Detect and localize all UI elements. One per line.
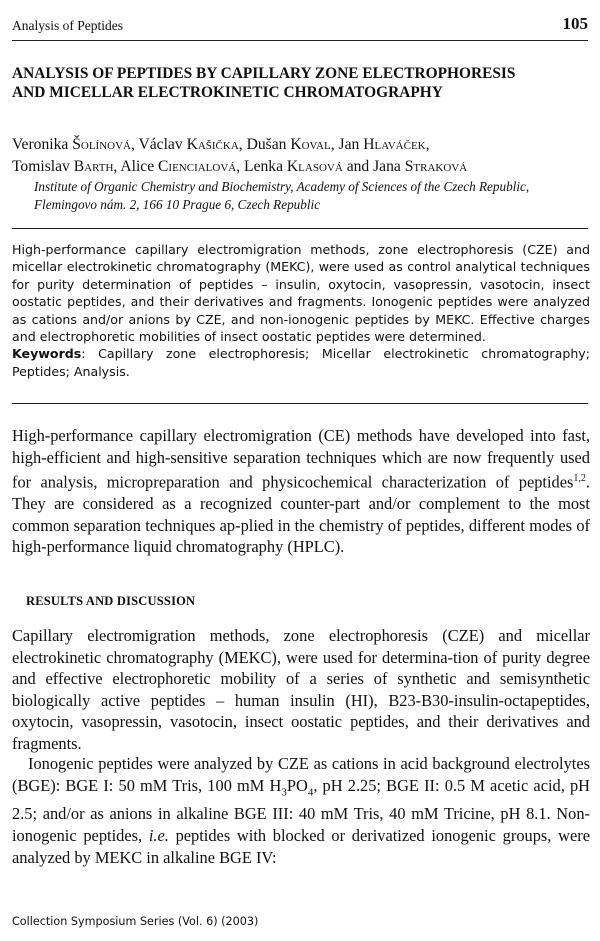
abstract-text: High-performance capillary electromigration methods, zone electrophoresis (CZE) and micellar electrokinetic chromatography (MEKC), were used as control analytical techniques for purity determination of peptides – insulin, oxytocin, vasopressin, vasotocin, insect oostatic peptides, and their derivatives and fragments. Ionogenic peptides were analyzed as cations and/or anions by CZE, and non-ionogenic peptides by MEKC. Effective charges and electrophoretic mobilities of insect oostatic peptides were determined.	[12, 242, 590, 345]
section-heading: RESULTS AND DISCUSSION	[26, 594, 196, 608]
abstract	[12, 241, 590, 380]
citation-ref: 1,2	[573, 473, 586, 485]
results-paragraph-2: Ionogenic peptides were analyzed by CZE as cations in acid background electrolytes (BGE): BGE I: 50 mM Tris, 100 mM $H_3PO_4$, pH 2.25; BGE II: 0.5 M acetic acid, pH 2.5; and/or as anions in alkaline BGE III: 40 mM Tris, 40 mM Tricine, pH 8.1. Non-ionogenic peptides, i.e. peptides with blocked or derivatized ionogenic groups, were analyzed by MEKC in alkaline BGE IV:	[12, 754, 590, 867]
running-head	[12, 14, 588, 40]
author: Veronika Šolínová	[12, 136, 131, 153]
affiliation-line-1: Institute of Organic Chemistry and Biochemistry, Academy of Sciences of the Czech Republic,	[34, 179, 530, 194]
intro-paragraph: High-performance capillary electromigration (CE) methods have developed into fast, high-efficient and high-sensitive separation techniques which are now frequently used for analysis, micropreparation and physicochemical characterization of peptides$^{1,2}$. They are considered as a recognized counter-part and/or complement to the most common separation techniques ap-plied in the chemistry of peptides, different modes of high-performance liquid chromatography (HPLC).	[12, 426, 590, 557]
header-rule	[12, 40, 588, 41]
author: Jan Hlaváček	[338, 136, 426, 153]
running-head-title: Analysis of Peptides	[12, 18, 123, 33]
keywords-label: Keywords	[12, 346, 82, 362]
author: Alice Ciencialová	[120, 158, 237, 175]
abstract-bottom-rule	[12, 403, 588, 404]
paper-title	[12, 64, 592, 102]
author: Lenka Klasová	[244, 158, 343, 175]
author: Václav Kašička	[138, 136, 239, 153]
affiliation	[34, 178, 594, 214]
author-list: Veronika Šolínová, Václav Kašička, Dušan Koval, Jan Hlaváček, Tomislav Barth, Alice Ciencialová, Lenka Klasová and Jana Straková	[12, 136, 468, 175]
page-number: 105	[562, 14, 588, 33]
keywords: : Capillary zone electrophoresis; Micellar electrokinetic chromatography; Peptides; Analysis.	[12, 346, 590, 379]
title-line-1: ANALYSIS OF PEPTIDES BY CAPILLARY ZONE ELECTROPHORESIS	[12, 65, 516, 82]
abstract-top-rule	[12, 228, 588, 229]
author: Jana Straková	[373, 158, 468, 175]
results-paragraph-1: Capillary electromigration methods, zone electrophoresis (CZE) and micellar electrokinetic chromatography (MEKC), were used for determina-tion of purity degree and effective electrophoretic mobility of a series of synthetic and semisynthetic biologically active peptides – human insulin (HI), B23-B30-insulin-octapeptides, oxytocin, vasopressin, vasotocin, insect oostatic peptides, and their derivatives and fragments.	[12, 626, 590, 753]
author: Dušan Koval	[246, 136, 331, 153]
affiliation-line-2: Flemingovo nám. 2, 166 10 Prague 6, Czech Republic	[34, 197, 321, 212]
author: Tomislav Barth	[12, 158, 114, 175]
title-line-2: AND MICELLAR ELECTROKINETIC CHROMATOGRAPHY	[12, 84, 443, 101]
page-footer: Collection Symposium Series (Vol. 6) (2003)	[12, 915, 259, 928]
